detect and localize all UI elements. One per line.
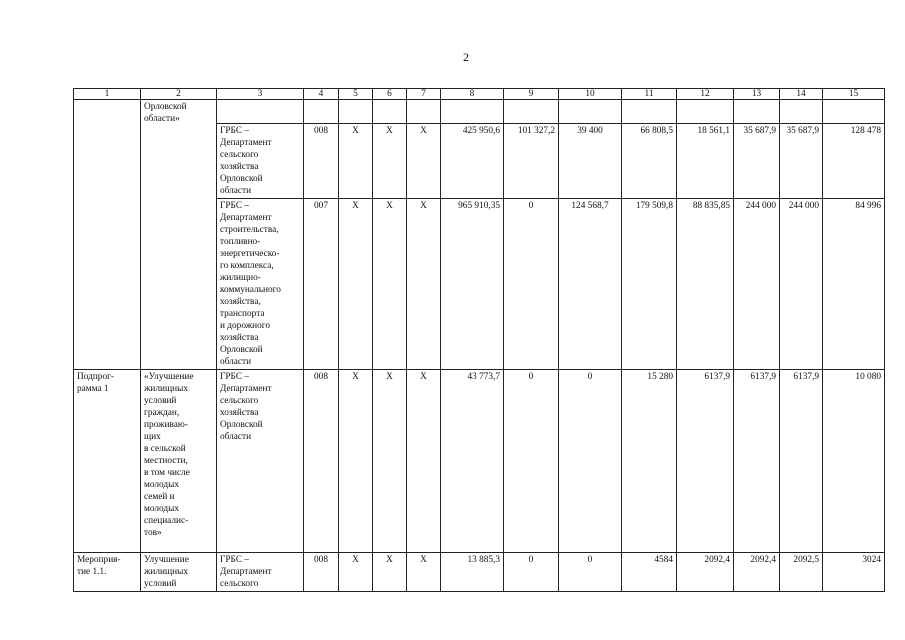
column-header: 12: [677, 89, 734, 100]
column-header: 14: [780, 89, 823, 100]
value-cell: 3024: [823, 553, 885, 592]
total-cell: 13 885,3: [441, 553, 504, 592]
value-cell: 15 280: [622, 370, 677, 553]
program-funding-table: [73, 88, 885, 592]
value-cell: X: [339, 553, 373, 592]
column-header: 15: [823, 89, 885, 100]
value-cell: 0: [559, 370, 622, 553]
column-header: 11: [622, 89, 677, 100]
value-cell: 66 808,5: [622, 124, 677, 199]
value-cell: X: [407, 124, 441, 199]
value-cell: 39 400: [559, 124, 622, 199]
grbs-code-cell: 007: [304, 199, 339, 370]
value-cell: 0: [504, 370, 559, 553]
value-cell: 18 561,1: [677, 124, 734, 199]
column-header: 6: [373, 89, 407, 100]
value-cell: 4584: [622, 553, 677, 592]
value-cell: X: [407, 370, 441, 553]
value-cell: X: [407, 553, 441, 592]
value-cell: 2092,5: [780, 553, 823, 592]
column-header: 3: [217, 89, 304, 100]
value-cell: 128 478: [823, 124, 885, 199]
total-cell: 965 910,35: [441, 199, 504, 370]
total-cell: 425 950,6: [441, 124, 504, 199]
executor-cell: ГРБС – Департамент сельского хозяйства Орловской области: [217, 370, 304, 553]
column-header: 5: [339, 89, 373, 100]
value-cell: 6137,9: [734, 370, 780, 553]
status-cell: [74, 100, 141, 370]
grbs-code-cell: 008: [304, 553, 339, 592]
value-cell: X: [339, 124, 373, 199]
value-cell: X: [373, 370, 407, 553]
value-cell: 0: [559, 553, 622, 592]
value-cell: 244 000: [780, 199, 823, 370]
value-cell: 35 687,9: [734, 124, 780, 199]
column-header: 2: [141, 89, 217, 100]
executor-cell: ГРБС – Департамент сельского хозяйства Орловской области: [217, 124, 304, 199]
column-header: 7: [407, 89, 441, 100]
program-name-cell: «Улучшение жилищных условий граждан, проживаю- щих в сельской местности, в том числе молодых семей и молодых специалис- тов»: [141, 370, 217, 553]
value-cell: X: [339, 199, 373, 370]
value-cell: 101 327,2: [504, 124, 559, 199]
value-cell: 2092,4: [734, 553, 780, 592]
value-cell: X: [373, 199, 407, 370]
continuation-row: [74, 100, 885, 124]
value-cell: 0: [504, 199, 559, 370]
grbs-code-cell: 008: [304, 370, 339, 553]
grbs-code-cell: 008: [304, 124, 339, 199]
table-row: [74, 370, 885, 553]
column-header: 8: [441, 89, 504, 100]
column-header: 1: [74, 89, 141, 100]
value-cell: 6137,9: [780, 370, 823, 553]
executor-cell: ГРБС – Департамент строительства, топливно- энергетическо- го комплекса, жилищно- коммунального хозяйства, транспорта и дорожного хозяйства Орловской области: [217, 199, 304, 370]
executor-cell: ГРБС – Департамент сельского: [217, 553, 304, 592]
status-cell: Подпрог- рамма 1: [74, 370, 141, 553]
table-row: [74, 553, 885, 592]
value-cell: 35 687,9: [780, 124, 823, 199]
value-cell: 84 996: [823, 199, 885, 370]
value-cell: 179 509,8: [622, 199, 677, 370]
value-cell: 6137,9: [677, 370, 734, 553]
value-cell: X: [339, 370, 373, 553]
status-cell: Мероприя- тие 1.1.: [74, 553, 141, 592]
total-cell: 43 773,7: [441, 370, 504, 553]
column-header: 10: [559, 89, 622, 100]
column-header: 13: [734, 89, 780, 100]
program-name-cell: Улучшение жилищных условий: [141, 553, 217, 592]
value-cell: 0: [504, 553, 559, 592]
value-cell: 124 568,7: [559, 199, 622, 370]
value-cell: X: [373, 553, 407, 592]
column-header: 9: [504, 89, 559, 100]
column-number-header-row: [74, 89, 885, 100]
value-cell: 244 000: [734, 199, 780, 370]
value-cell: 88 835,85: [677, 199, 734, 370]
program-name-cell: Орловской области»: [141, 100, 217, 370]
page-number: 2: [463, 50, 469, 64]
value-cell: X: [373, 124, 407, 199]
value-cell: X: [407, 199, 441, 370]
value-cell: 2092,4: [677, 553, 734, 592]
value-cell: 10 080: [823, 370, 885, 553]
column-header: 4: [304, 89, 339, 100]
